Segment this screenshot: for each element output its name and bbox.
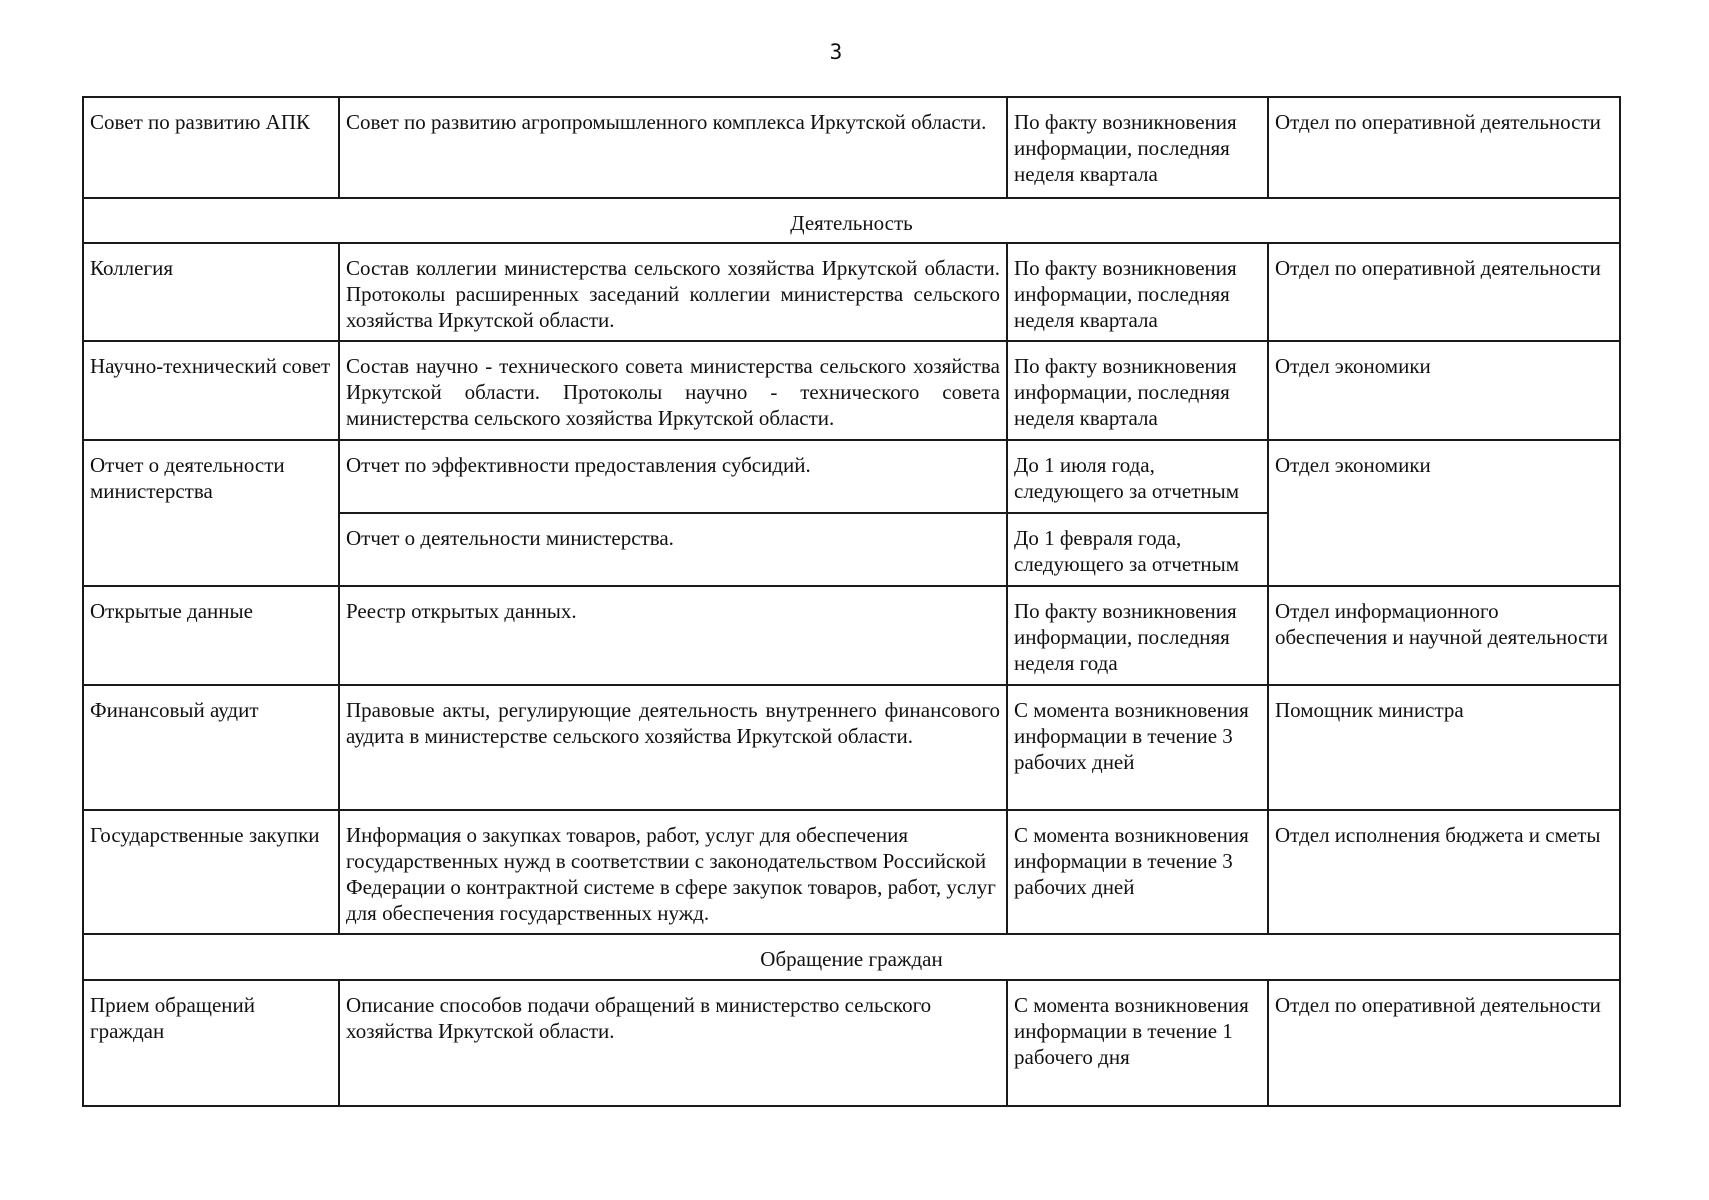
row-timing-cell: С момента возникновения информации в течение 1 рабочего дня <box>1007 980 1268 1106</box>
row-timing-cell: До 1 февраля года, следующего за отчетным <box>1007 513 1268 586</box>
table-row <box>83 980 1620 1106</box>
row-timing-cell: По факту возникновения информации, последняя неделя квартала <box>1007 97 1268 198</box>
row-content-cell: Состав коллегии министерства сельского хозяйства Иркутской области. Протоколы расширенных заседаний коллегии министерства сельского хозяйства Иркутской области. <box>339 243 1007 341</box>
row-content-cell: Состав научно - технического совета министерства сельского хозяйства Иркутской области. Протоколы научно - технического совета министерства сельского хозяйства Иркутской области. <box>339 341 1007 440</box>
row-title-cell: Отчет о деятельности министерства <box>83 440 339 586</box>
row-timing-cell: С момента возникновения информации в течение 3 рабочих дней <box>1007 810 1268 934</box>
row-responsible-cell: Отдел по оперативной деятельности <box>1268 97 1620 198</box>
row-content-cell: Отчет по эффективности предоставления субсидий. <box>339 440 1007 513</box>
row-title-cell: Совет по развитию АПК <box>83 97 339 198</box>
row-timing-cell: По факту возникновения информации, последняя неделя года <box>1007 586 1268 685</box>
row-responsible-cell: Отдел по оперативной деятельности <box>1268 980 1620 1106</box>
row-content-cell: Отчет о деятельности министерства. <box>339 513 1007 586</box>
row-content-cell: Правовые акты, регулирующие деятельность внутреннего финансового аудита в министерстве сельского хозяйства Иркутской области. <box>339 685 1007 810</box>
table-row <box>83 810 1620 934</box>
row-responsible-cell: Отдел по оперативной деятельности <box>1268 243 1620 341</box>
row-timing-cell: До 1 июля года, следующего за отчетным <box>1007 440 1268 513</box>
row-title-cell: Коллегия <box>83 243 339 341</box>
table-row <box>83 685 1620 810</box>
table-row <box>83 97 1620 198</box>
section-header-appeals: Обращение граждан <box>83 934 1620 980</box>
section-header-row <box>83 934 1620 980</box>
row-responsible-cell: Помощник министра <box>1268 685 1620 810</box>
row-responsible-cell: Отдел экономики <box>1268 341 1620 440</box>
section-header-row <box>83 198 1620 243</box>
row-title-cell: Открытые данные <box>83 586 339 685</box>
table-row <box>83 243 1620 341</box>
row-content-cell: Описание способов подачи обращений в министерство сельского хозяйства Иркутской области. <box>339 980 1007 1106</box>
table-row <box>83 440 1620 513</box>
table-row <box>83 586 1620 685</box>
row-content-cell: Совет по развитию агропромышленного комплекса Иркутской области. <box>339 97 1007 198</box>
row-content-cell: Информация о закупках товаров, работ, услуг для обеспечения государственных нужд в соответствии с законодательством Российской Федерации о контрактной системе в сфере закупок товаров, работ, услуг для обеспечения государственных нужд. <box>339 810 1007 934</box>
row-title-cell: Прием обращений граждан <box>83 980 339 1106</box>
row-content-cell: Реестр открытых данных. <box>339 586 1007 685</box>
row-responsible-cell: Отдел исполнения бюджета и сметы <box>1268 810 1620 934</box>
section-header-activity: Деятельность <box>83 198 1620 243</box>
row-title-cell: Государственные закупки <box>83 810 339 934</box>
row-timing-cell: С момента возникновения информации в течение 3 рабочих дней <box>1007 685 1268 810</box>
row-responsible-cell: Отдел информационного обеспечения и научной деятельности <box>1268 586 1620 685</box>
page-number: 3 <box>829 40 843 64</box>
row-title-cell: Финансовый аудит <box>83 685 339 810</box>
row-timing-cell: По факту возникновения информации, последняя неделя квартала <box>1007 243 1268 341</box>
row-title-cell: Научно-технический совет <box>83 341 339 440</box>
row-responsible-cell: Отдел экономики <box>1268 440 1620 586</box>
row-timing-cell: По факту возникновения информации, последняя неделя квартала <box>1007 341 1268 440</box>
table-row <box>83 341 1620 440</box>
publication-table <box>82 96 1621 1107</box>
